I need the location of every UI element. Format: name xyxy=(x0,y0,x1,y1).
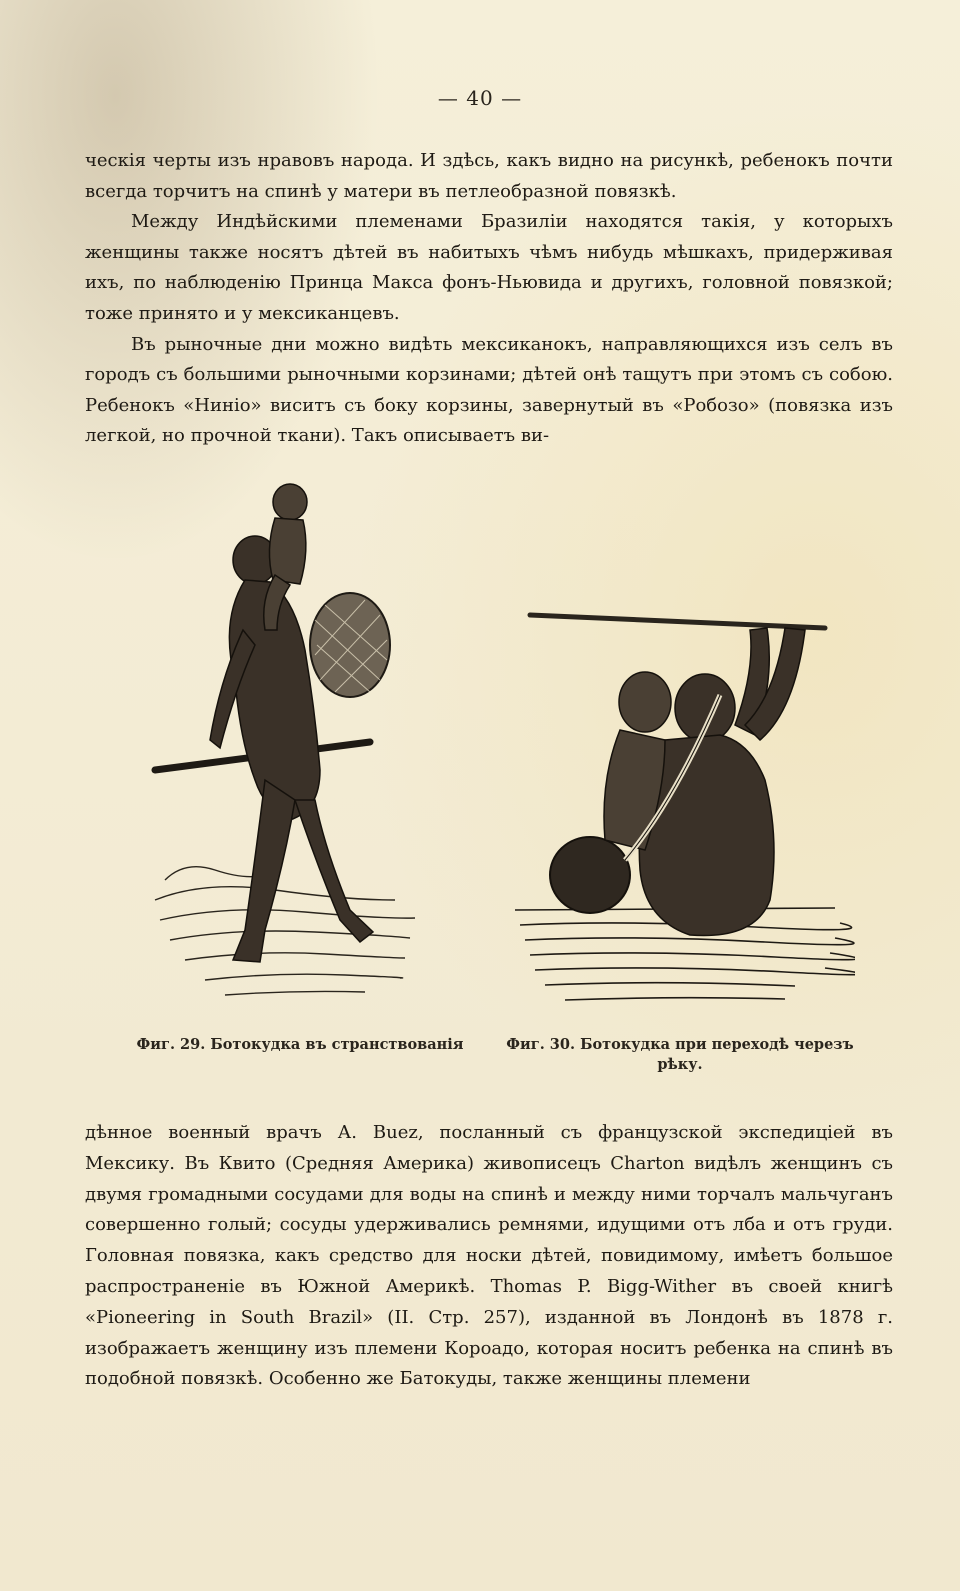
paragraph-2: Между Индѣйскими племенами Бразиліи находятся такія, у которыхъ женщины также носятъ дѣтей въ набитыхъ чѣмъ нибудь мѣшкахъ, придерживая ихъ, по наблюденію Принца Макса фонъ-Ньювида и другихъ, головной повязкой; тоже принято и у мексиканцевъ. xyxy=(85,211,893,324)
figure-30 xyxy=(505,480,855,1080)
figures-row xyxy=(100,480,880,1073)
top-text-block xyxy=(85,146,893,452)
page-number: — 40 — xyxy=(437,86,523,110)
illustration-woman-walking-with-child xyxy=(125,480,475,1020)
figure-30-caption: Фиг. 30. Ботокудка при переходѣ черезъ рѣку. xyxy=(506,1036,854,1073)
illustration-woman-crossing-river xyxy=(505,480,855,1020)
figure-29 xyxy=(125,480,475,1080)
paragraph-1: ческія черты изъ нравовъ народа. И здѣсь, какъ видно на рисункѣ, ребенокъ почти всегда торчитъ на спинѣ у матери въ петлеобразной повязкѣ. xyxy=(85,150,893,202)
paragraph-3: Въ рыночные дни можно видѣть мексиканокъ, направляющихся изъ селъ въ городъ съ большими рыночными корзинами; дѣтей онѣ тащутъ при этомъ съ собою. Ребенокъ «Ниніо» виситъ съ боку корзины, завернутый въ «Робозо» (повязка изъ легкой, но прочной ткани). Такъ описываетъ ви- xyxy=(85,333,893,447)
paragraph-4: дѣнное военный врачъ А. Buez, посланный съ французской экспедиціей въ Мексику. Въ Квито (Средняя Америка) живописецъ Charton видѣлъ женщинъ съ двумя громадными сосудами для воды на спинѣ и между ними торчалъ мальчуганъ совершенно голый; сосуды удерживались ремнями, идущими отъ лба и отъ груди. Головная повязка, какъ средство для носки дѣтей, повидимому, имѣетъ большое распространеніе въ Южной Америкѣ. Thomas P. Bigg-Wither въ своей книгѣ «Pioneering in South Brazil» (II. Стр. 257), изданной въ Лондонѣ въ 1878 г. изображаетъ женщину изъ племени Короадо, которая носитъ ребенка на спинѣ въ подобной повязкѣ. Особенно же Батокуды, также женщины племени xyxy=(85,1122,893,1390)
bottom-text-block xyxy=(85,1118,893,1395)
figure-29-caption: Фиг. 29. Ботокудка въ странствованія xyxy=(136,1036,464,1053)
